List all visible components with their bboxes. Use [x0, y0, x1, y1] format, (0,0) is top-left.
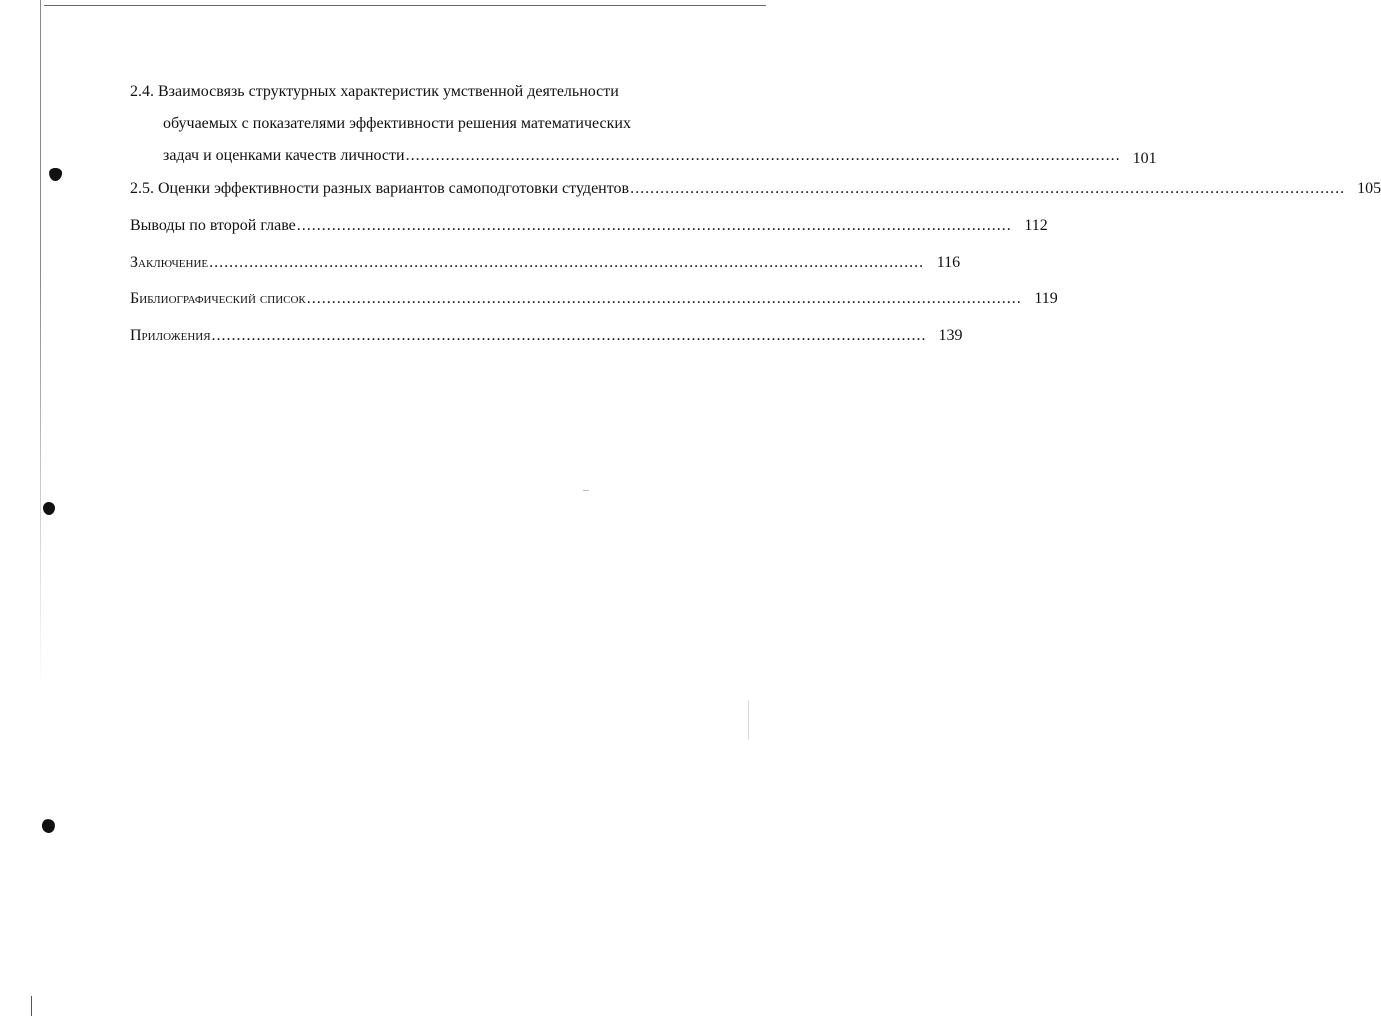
- toc-entry-2-4-line-2: [130, 115, 722, 133]
- scan-left-edge-bottom: [31, 996, 32, 1016]
- scan-speck: [748, 700, 749, 740]
- toc-entry-final: [130, 254, 961, 272]
- toc-page-number: 112: [1024, 217, 1048, 234]
- punch-hole-mark: [49, 168, 63, 182]
- toc-page-number: 119: [1034, 290, 1058, 307]
- toc-page-number: 105: [1357, 180, 1381, 197]
- toc-entry-text: Выводы по второй главе: [130, 217, 296, 234]
- dot-leader: ...............................................................................................................................................: [296, 217, 1012, 234]
- dot-leader: ...............................................................................................................................................: [405, 147, 1121, 164]
- toc-entry-text: 2.4. Взаимосвязь структурных характеристик умственной деятельности: [130, 83, 619, 100]
- scan-speck: [583, 490, 589, 491]
- toc-entry-appendices: [130, 327, 963, 345]
- dot-leader: ...............................................................................................................................................: [630, 180, 1346, 197]
- toc-entry-text: Заключение: [130, 254, 209, 271]
- scan-left-edge: [40, 0, 41, 690]
- punch-hole-mark: [41, 818, 56, 834]
- toc-entry-2-5: [130, 180, 1381, 198]
- scan-top-edge: [44, 5, 766, 6]
- punch-hole-mark: [43, 502, 55, 515]
- toc-entry-2-4-line-1: [130, 83, 722, 101]
- dot-leader: ...............................................................................................................................................: [209, 254, 925, 271]
- toc-entry-text: Приложения: [130, 327, 211, 344]
- toc-page-number: 101: [1132, 150, 1157, 167]
- dot-leader: ...............................................................................................................................................: [306, 290, 1022, 307]
- toc-entry-conclusions: [130, 217, 1048, 235]
- toc-entry-text: задач и оценками качеств личности: [163, 147, 405, 164]
- toc-entry-text: 2.5. Оценки эффективности разных вариантов самоподготовки студентов: [130, 180, 630, 197]
- toc-entry-bibliography: [130, 290, 1058, 308]
- toc-page-number: 139: [938, 327, 963, 344]
- toc-entry-text: обучаемых с показателями эффективности решения математических: [163, 115, 631, 132]
- toc-entry-2-4-line-3: [130, 147, 1157, 167]
- toc-page-number: 116: [936, 254, 961, 271]
- dot-leader: ...............................................................................................................................................: [211, 327, 927, 344]
- toc-entry-text: Библиографический список: [130, 290, 306, 307]
